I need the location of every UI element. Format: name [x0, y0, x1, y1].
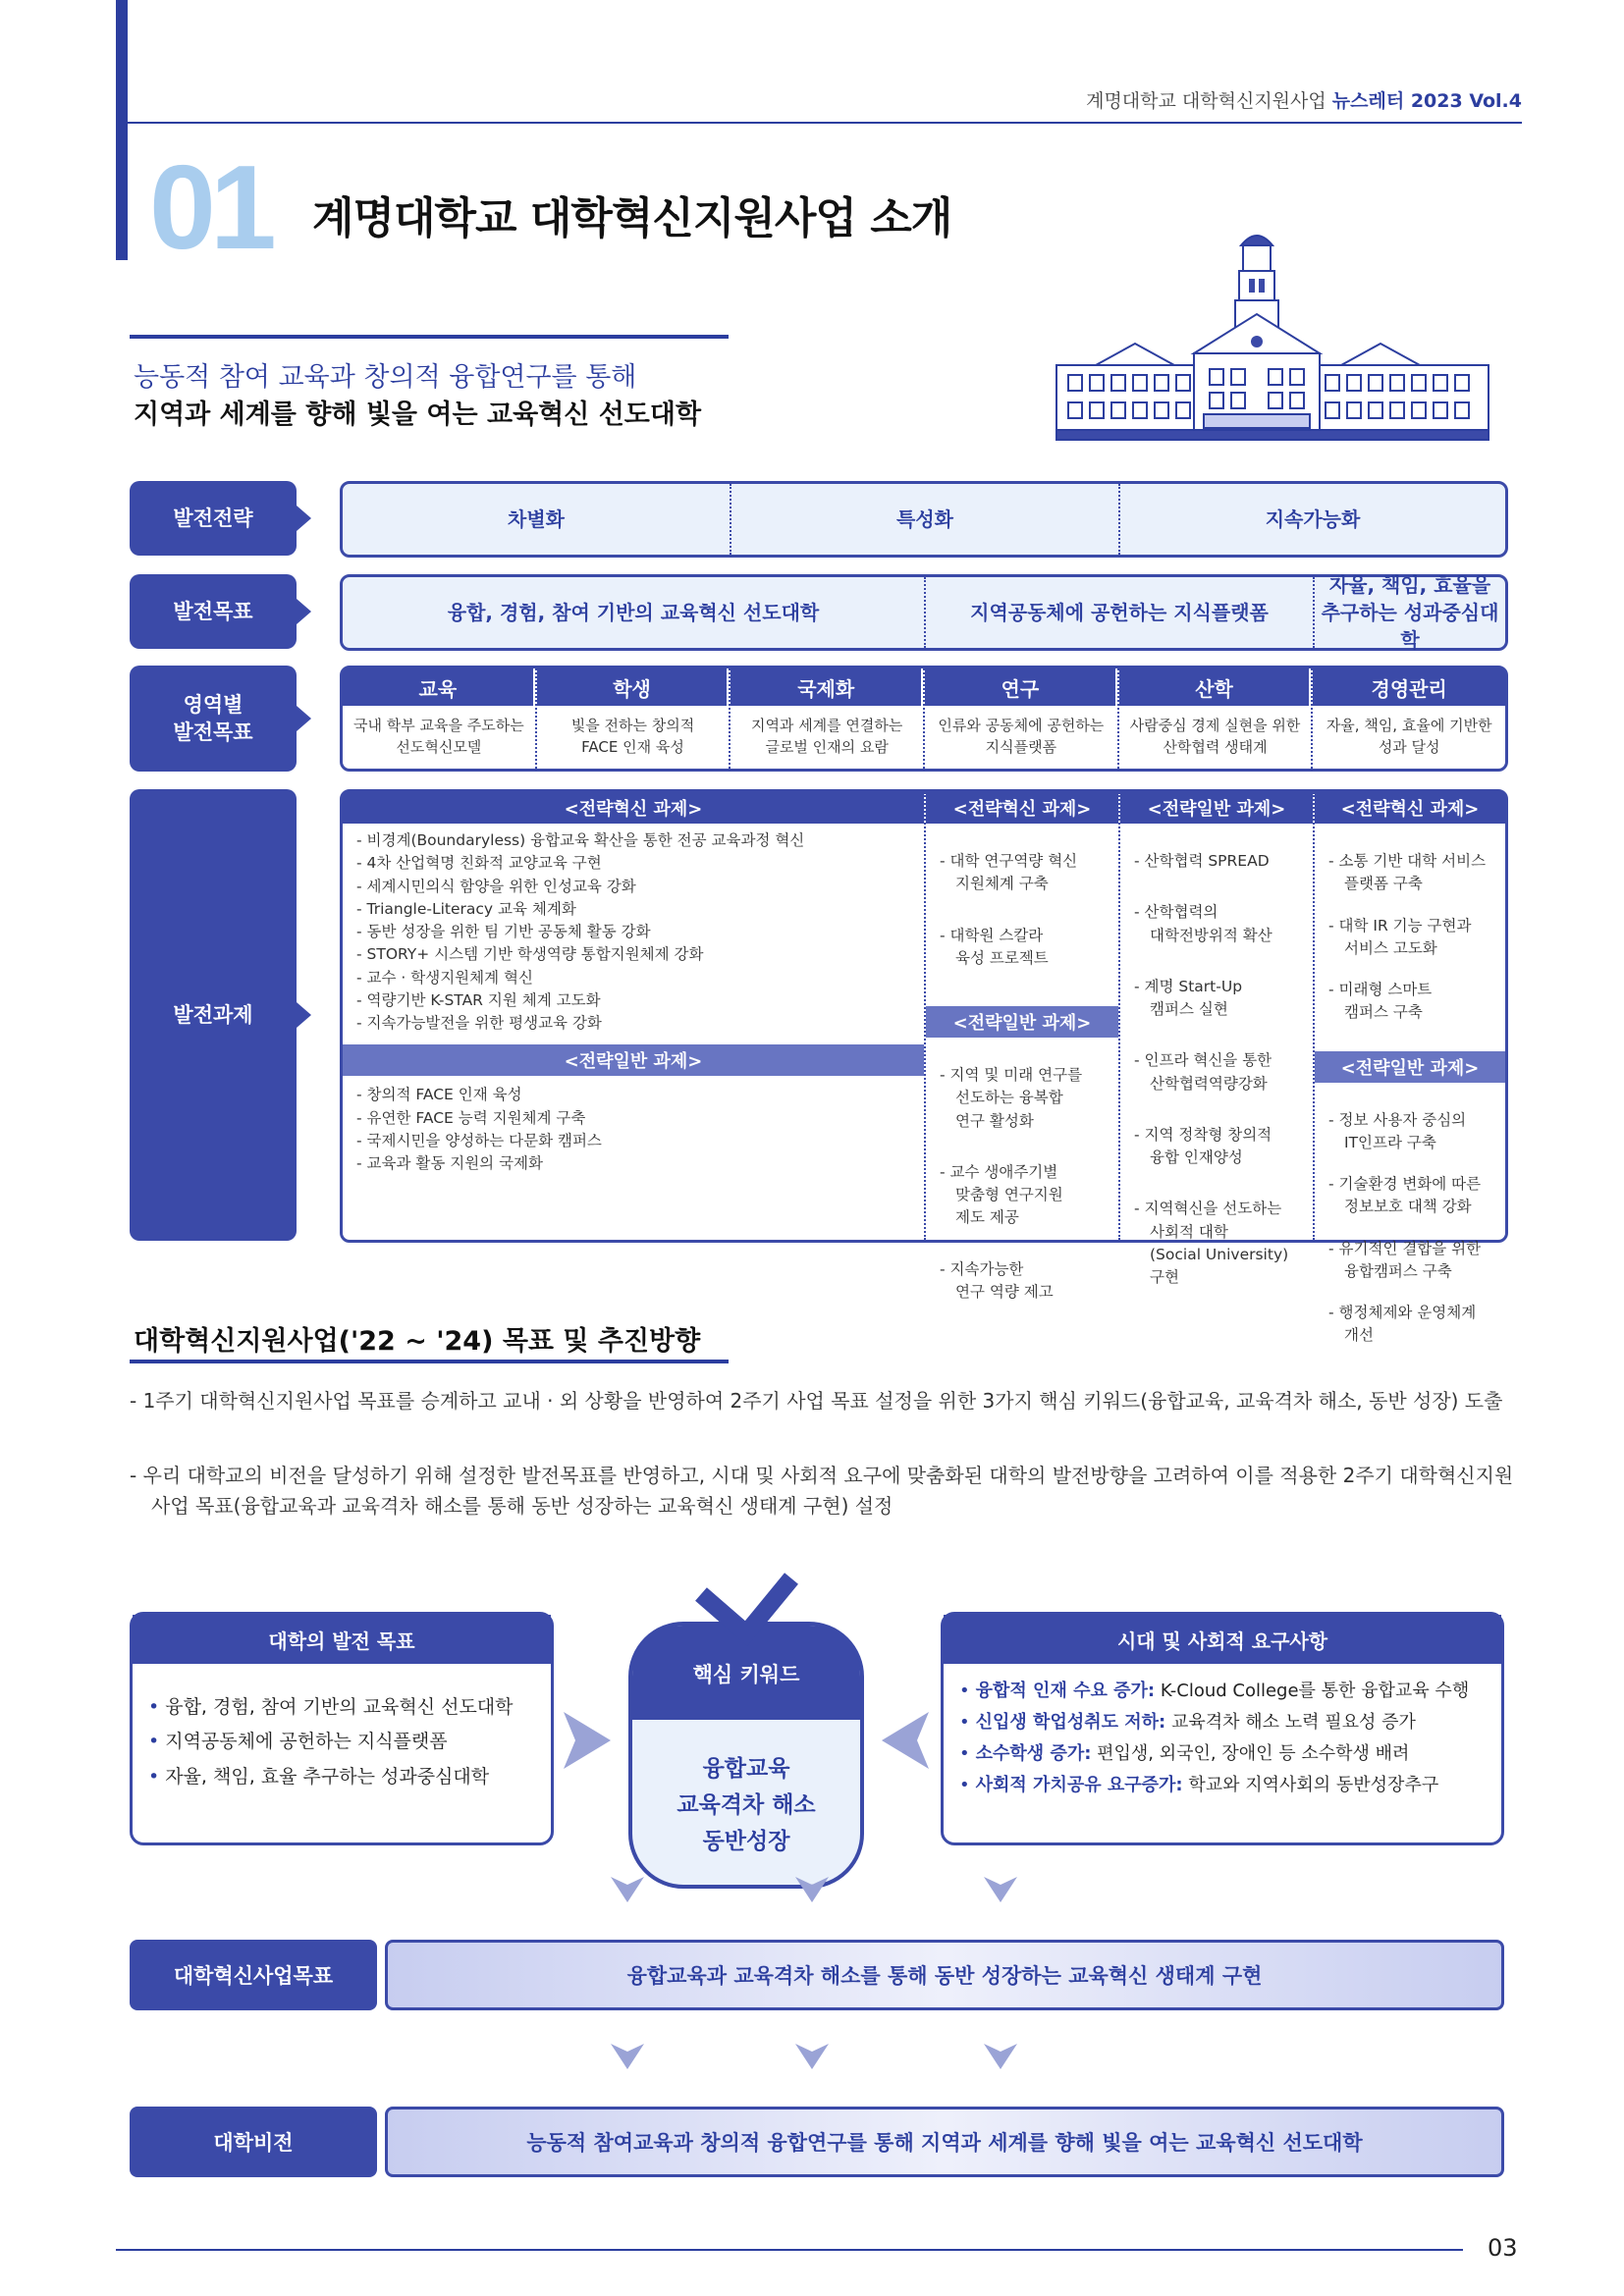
tasks-column-research [926, 792, 1120, 1301]
area-column [1313, 668, 1505, 769]
section-number: 01 [149, 140, 271, 274]
task-item: - 산학협력 SPREAD [1134, 852, 1270, 870]
task-item: - 산학협력의 대학전방위적 확산 [1134, 903, 1272, 944]
card-item-keyword: 사회적 가치공유 요구증가: [975, 1774, 1183, 1795]
university-building-illustration [1056, 228, 1489, 446]
strategy-label: 발전전략 [130, 481, 297, 556]
header-accent-bar [116, 0, 128, 260]
section2-rule [130, 1360, 729, 1363]
card-item [148, 1763, 535, 1791]
area-column [537, 668, 731, 769]
vision-bar: 능동적 참여교육과 창의적 융합연구를 통해 지역과 세계를 향해 빛을 여는 교육혁신 선도대학 [385, 2107, 1504, 2177]
task-head: <전략일반 과제> [926, 1006, 1118, 1038]
bullet-icon: • [959, 1711, 970, 1733]
task-item: - 교수 생애주기별 맞춤형 연구지원 제도 제공 [940, 1162, 1063, 1227]
bullet-icon: • [148, 1731, 160, 1753]
task-item: - 창의적 FACE 인재 육성 [356, 1086, 522, 1104]
bullet-icon: • [148, 1765, 160, 1788]
task-item: - 지역 정착형 창의적 융합 인재양성 [1134, 1125, 1272, 1166]
arrow-right-icon [564, 1712, 611, 1769]
keyword-title: 핵심 키워드 [692, 1663, 800, 1686]
area-desc: 빛을 전하는 창의적 FACE 인재 육성 [570, 717, 695, 756]
arrow-left-icon [882, 1712, 929, 1769]
task-item: - 계명 Start-Up 캠퍼스 실현 [1134, 977, 1243, 1018]
card-item [959, 1678, 1486, 1705]
card-list [944, 1664, 1501, 1799]
keyword-list [632, 1751, 860, 1859]
card-title: 시대 및 사회적 요구사항 [944, 1615, 1501, 1664]
arrow-down-icon [611, 1869, 644, 1902]
tagline-rule [130, 335, 729, 339]
area-column [925, 668, 1119, 769]
card-item [959, 1740, 1486, 1768]
card-item-keyword: 신입생 학업성취도 저하: [975, 1711, 1166, 1733]
task-item: - 세계시민의식 함양을 위한 인성교육 강화 [356, 877, 636, 895]
task-list [1315, 1083, 1505, 1374]
card-item [959, 1772, 1486, 1799]
bullet-icon: • [959, 1681, 970, 1701]
section-title: 계명대학교 대학혁신지원사업 소개 [312, 193, 952, 243]
card-item-text: 융합, 경험, 참여 기반의 교육혁신 선도대학 [165, 1696, 514, 1718]
area-desc: 사람중심 경제 실현을 위한 산학협력 생태계 [1129, 717, 1301, 756]
bullet-icon: • [959, 1742, 970, 1764]
core-keywords-panel [628, 1622, 864, 1889]
newsletter-volume: 뉴스레터 2023 Vol.4 [1331, 90, 1522, 112]
area-title: 산학 [1119, 668, 1312, 706]
task-item: - 인프라 혁신을 통한 산학협력역량강화 [1134, 1051, 1272, 1093]
arrow-down-icon [611, 2036, 644, 2069]
area-desc: 자율, 책임, 효율에 기반한 성과 달성 [1326, 717, 1492, 756]
goals-label: 발전목표 [130, 574, 297, 649]
task-head: <전략혁신 과제> [926, 792, 1118, 824]
task-head: <전략일반 과제> [343, 1044, 924, 1076]
arrow-down-icon [984, 2036, 1017, 2069]
task-item: - 지역 및 미래 연구를 선도하는 융복합 연구 활성화 [940, 1066, 1083, 1130]
keyword-item: 교육격차 해소 [677, 1791, 816, 1818]
task-item: - 유기적인 결합을 위한 융합캠퍼스 구축 [1328, 1239, 1482, 1280]
task-item: - 지역혁신을 선도하는 사회적 대학 (Social University) 구현 [1134, 1200, 1289, 1286]
area-column [731, 668, 925, 769]
task-head: <전략일반 과제> [1315, 1051, 1505, 1083]
strategy-item: 차별화 [343, 484, 731, 555]
area-title: 국제화 [731, 668, 923, 706]
project-goal-bar: 융합교육과 교육격차 해소를 통해 동반 성장하는 교육혁신 생태계 구현 [385, 1940, 1504, 2010]
tasks-label: 발전과제 [130, 789, 297, 1241]
area-column [1119, 668, 1314, 769]
area-desc: 지역과 세계를 연결하는 글로벌 인재의 요람 [750, 717, 903, 756]
card-item-keyword: 소수학생 증가: [975, 1742, 1092, 1764]
section2-paragraph-2: - 우리 대학교의 비전을 달성하기 위해 설정한 발전목표를 반영하고, 시대 및 사회적 요구에 맞춤화된 대학의 발전방향을 고려하여 이를 적용한 2주기 대학혁신지원사업 목표(융합교육과 교육격차 해소를 통해 동반 성장하는 교육혁신 생태계 구현) 설정 [130, 1464, 1514, 1518]
card-item-text: K-Cloud College를 통한 융합교육 수행 [1155, 1681, 1470, 1701]
task-list [926, 824, 1118, 1006]
vision-label: 대학비전 [130, 2107, 377, 2177]
area-column [343, 668, 537, 769]
card-item [148, 1728, 535, 1756]
arrow-down-icon [984, 1869, 1017, 1902]
card-item-text: 편입생, 외국인, 장애인 등 소수학생 배려 [1091, 1742, 1410, 1764]
task-item: - 대학원 스칼라 육성 프로젝트 [940, 926, 1049, 967]
social-needs-card [941, 1612, 1504, 1845]
checkmark-icon [693, 1571, 799, 1641]
project-goal-label: 대학혁신사업목표 [130, 1940, 377, 2010]
card-item-text: 학교와 지역사회의 동반성장추구 [1182, 1774, 1439, 1795]
task-item: - 비경계(Boundaryless) 융합교육 확산을 통한 전공 교육과정 혁신 [356, 831, 805, 849]
task-item: - 역량기반 K-STAR 지원 체계 고도화 [356, 990, 601, 1009]
arrow-down-icon [795, 1869, 829, 1902]
page-number: 03 [1488, 2234, 1518, 2262]
task-item: - 대학 IR 기능 구현과 서비스 고도화 [1328, 916, 1472, 957]
tasks-box [340, 789, 1508, 1345]
task-item: - 소통 기반 대학 서비스 플랫폼 구축 [1328, 852, 1487, 893]
area-desc: 인류와 공동체에 공헌하는 지식플랫폼 [938, 717, 1105, 756]
card-item [959, 1709, 1486, 1736]
bullet-icon: • [959, 1774, 970, 1795]
footer-rule [116, 2249, 1463, 2251]
goal-item: 자율, 책임, 효율을 추구하는 성과중심대학 [1321, 573, 1499, 652]
task-item: - 정보 사용자 중심의 IT인프라 구축 [1328, 1110, 1467, 1151]
area-title: 학생 [537, 668, 730, 706]
areas-label: 영역별 발전목표 [130, 666, 297, 772]
area-title: 경영관리 [1313, 668, 1505, 706]
task-item: - 교육과 활동 지원의 국제화 [356, 1154, 544, 1172]
newsletter-prefix: 계명대학교 대학혁신지원사업 [1086, 90, 1326, 112]
card-list [133, 1664, 551, 1791]
area-desc: 국내 학부 교육을 주도하는 선도혁신모델 [352, 717, 524, 756]
newsletter-header [1086, 86, 1522, 113]
card-item [148, 1693, 535, 1722]
tagline-line2: 지역과 세계를 향해 빛을 여는 교육혁신 선도대학 [134, 400, 702, 430]
task-item: - 4차 산업혁명 친화적 교양교육 구현 [356, 854, 602, 873]
task-item: - 동반 성장을 위한 팀 기반 공동체 활동 강화 [356, 923, 651, 940]
task-list [926, 1038, 1118, 1340]
goal-item: 지역공동체에 공헌하는 지식플랫폼 [926, 577, 1315, 648]
strategy-box [340, 481, 1508, 558]
section2-title: 대학혁신지원사업('22 ~ '24) 목표 및 추진방향 [134, 1326, 701, 1357]
task-list [343, 1076, 924, 1183]
task-item: - 대학 연구역량 혁신 지원체계 구축 [940, 852, 1078, 893]
task-head: <전략혁신 과제> [343, 792, 924, 824]
strategy-item: 지속가능화 [1265, 507, 1361, 531]
goal-item: 융합, 경험, 참여 기반의 교육혁신 선도대학 [343, 577, 926, 648]
task-item: - 교수 · 학생지원체계 혁신 [356, 968, 533, 987]
section2-paragraph-1: - 1주기 대학혁신지원사업 목표를 승계하고 교내 · 외 상황을 반영하여 2주기 사업 목표 설정을 위한 3가지 핵심 키워드(융합교육, 교육격차 해소, 동반 성장) 도출 [130, 1389, 1503, 1413]
card-item-keyword: 융합적 인재 수요 증가: [975, 1681, 1156, 1701]
area-title: 교육 [343, 668, 535, 706]
tasks-column-management [1315, 792, 1505, 1345]
card-item-text: 지역공동체에 공헌하는 지식플랫폼 [165, 1731, 448, 1753]
task-item: - 국제시민을 양성하는 다문화 캠퍼스 [356, 1131, 602, 1149]
task-item: - 유연한 FACE 능력 지원체계 구축 [356, 1108, 586, 1127]
task-item: - 미래형 스마트 캠퍼스 구축 [1328, 981, 1433, 1022]
task-head: <전략일반 과제> [1120, 792, 1313, 824]
task-item: - 행정체제와 운영체계 개선 [1328, 1304, 1477, 1345]
task-item: - 지속가능발전을 위한 평생교육 강화 [356, 1014, 602, 1032]
area-title: 연구 [925, 668, 1117, 706]
bullet-icon: • [148, 1696, 160, 1718]
task-item: - Triangle-Literacy 교육 체계화 [356, 899, 576, 918]
tasks-column-education [343, 792, 926, 1240]
development-goals-card [130, 1612, 554, 1845]
strategy-item: 특성화 [731, 484, 1120, 555]
card-item-text: 교육격차 해소 노력 필요성 증가 [1165, 1711, 1416, 1733]
task-list [343, 824, 924, 1042]
header-divider [116, 122, 1522, 124]
keyword-item: 융합교육 [702, 1756, 790, 1782]
task-item: - 지속가능한 연구 역량 제고 [940, 1259, 1054, 1301]
tagline-line1: 능동적 참여 교육과 창의적 융합연구를 통해 [134, 362, 637, 393]
task-item: - 기술환경 변화에 따른 정보보호 대책 강화 [1328, 1175, 1482, 1216]
tasks-column-industry [1120, 792, 1315, 1286]
arrow-down-icon [795, 2036, 829, 2069]
goals-box [340, 574, 1508, 651]
task-list [1315, 824, 1505, 1051]
card-title: 대학의 발전 목표 [133, 1615, 551, 1664]
keyword-item: 동반성장 [702, 1828, 790, 1854]
task-head: <전략혁신 과제> [1315, 792, 1505, 824]
task-list [1120, 824, 1313, 1325]
areas-box [340, 666, 1508, 772]
card-item-text: 자율, 책임, 효율 추구하는 성과중심대학 [165, 1765, 490, 1788]
task-item: - STORY+ 시스템 기반 학생역량 통합지원체제 강화 [356, 945, 704, 964]
